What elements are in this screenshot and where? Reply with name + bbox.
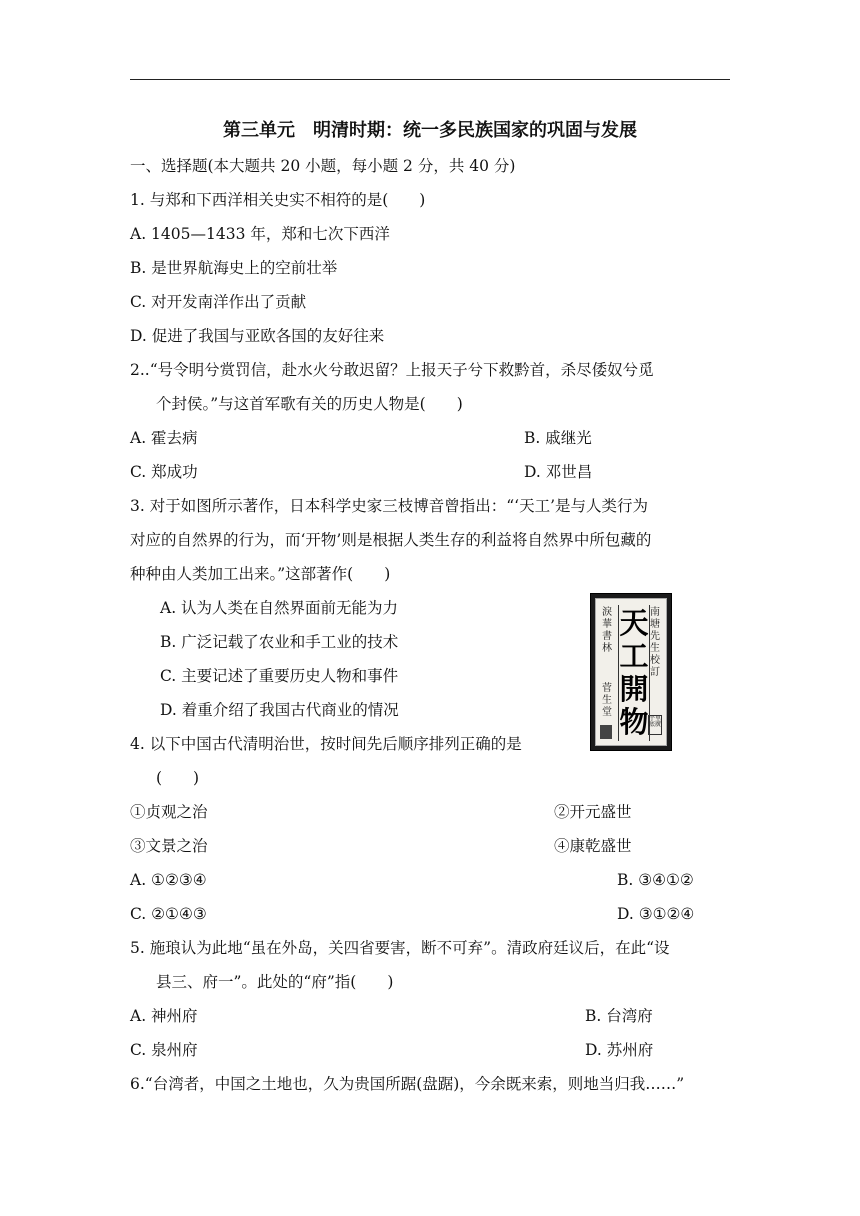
tiangong-kaiwu-cover-image	[590, 593, 672, 751]
q4-option-d: D. ③①②④	[617, 905, 695, 923]
q3-stem-line3: 种种由人类加工出来。”这部著作( )	[130, 565, 391, 583]
q3-option-d: D. 着重介绍了我国古代商业的情况	[160, 701, 399, 719]
q5-stem-line2: 县三、府一”。此处的“府”指( )	[156, 973, 394, 991]
cover-publisher: 菅生堂	[602, 683, 612, 718]
q5-option-d: D. 苏州府	[585, 1041, 654, 1059]
q4-item-3: ③文景之治	[130, 837, 208, 855]
q4-item-2: ②开元盛世	[554, 803, 632, 821]
q6-stem-line1: 6.“台湾者，中国之土地也，久为贵国所踞(盘踞)，今余既来索，则地当归我……”	[130, 1075, 685, 1093]
q3-option-a: A. 认为人类在自然界面前无能为力	[160, 599, 399, 617]
q3-stem-line1: 3. 对于如图所示著作，日本科学史家三枝博音曾指出：“‘天工’是与人类行为	[130, 497, 648, 515]
cover-left-text: 淚華書林	[602, 607, 612, 654]
q2-stem-line2: 个封侯。”与这首军歌有关的历史人物是( )	[156, 395, 463, 413]
q2-option-d: D. 邓世昌	[524, 463, 593, 481]
unit-title: 第三单元 明清时期：统一多民族国家的巩固与发展	[223, 120, 637, 141]
q4-option-c: C. ②①④③	[130, 905, 207, 923]
q4-stem-line2: ( )	[156, 769, 200, 787]
q5-option-b: B. 台湾府	[585, 1007, 653, 1025]
q5-stem-line1: 5. 施琅认为此地“虽在外岛，关四省要害，断不可弃”。清政府廷议后，在此“设	[130, 939, 670, 957]
q4-option-b: B. ③④①②	[617, 871, 694, 889]
cover-stamp: 宇里底廣	[648, 715, 662, 735]
q4-option-a: A. ①②③④	[130, 871, 207, 889]
q2-option-a: A. 霍去病	[130, 429, 198, 447]
q4-stem-line1: 4. 以下中国古代清明治世，按时间先后顺序排列正确的是	[130, 735, 522, 753]
q4-item-4: ④康乾盛世	[554, 837, 632, 855]
q1-stem: 1. 与郑和下西洋相关史实不相符的是( )	[130, 191, 426, 209]
cover-seal	[600, 725, 612, 739]
q4-item-1: ①贞观之治	[130, 803, 208, 821]
q1-option-a: A. 1405—1433 年，郑和七次下西洋	[130, 225, 390, 243]
q1-option-d: D. 促进了我国与亚欧各国的友好往来	[130, 327, 385, 345]
q5-option-a: A. 神州府	[130, 1007, 198, 1025]
q2-option-c: C. 郑成功	[130, 463, 198, 481]
q3-option-b: B. 广泛记载了农业和手工业的技术	[160, 633, 399, 651]
section-heading: 一、选择题(本大题共 20 小题，每小题 2 分，共 40 分)	[130, 157, 516, 175]
q3-option-c: C. 主要记述了重要历史人物和事件	[160, 667, 399, 685]
q3-stem-line2: 对应的自然界的行为，而‘开物’则是根据人类生存的利益将自然界中所包藏的	[130, 531, 652, 549]
header-rule	[130, 79, 730, 80]
cover-title: 天工開物	[619, 606, 649, 739]
q5-option-c: C. 泉州府	[130, 1041, 198, 1059]
q2-option-b: B. 戚继光	[524, 429, 592, 447]
q1-option-b: B. 是世界航海史上的空前壮举	[130, 259, 338, 277]
cover-right-text: 南塘先生校訂	[650, 607, 660, 678]
q2-stem-line1: 2..“号令明兮赏罚信，赴水火兮敢迟留？上报天子兮下救黔首，杀尽倭奴兮觅	[130, 361, 654, 379]
q1-option-c: C. 对开发南洋作出了贡献	[130, 293, 307, 311]
